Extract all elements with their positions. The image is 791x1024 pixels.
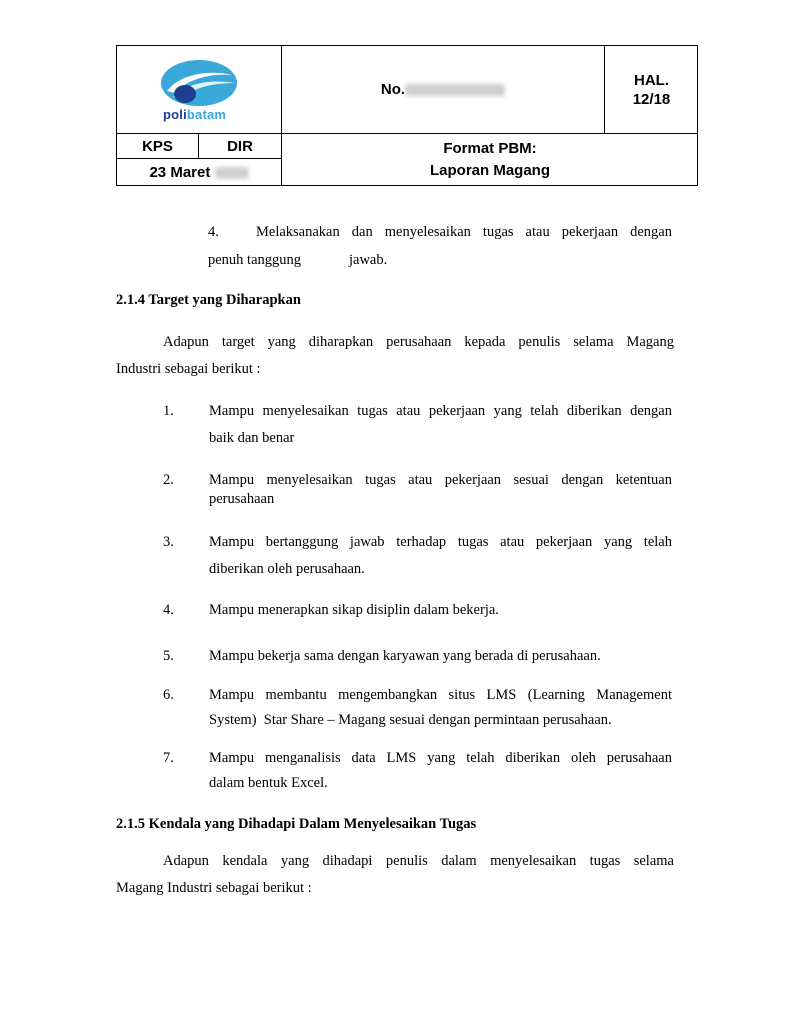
paragraph-line: Industri sebagai berikut : xyxy=(116,361,261,377)
dir-label: DIR xyxy=(227,137,253,155)
list-item-line: Mampu menerapkan sikap disiplin dalam bekerja. xyxy=(209,602,499,618)
list-item-number: 7. xyxy=(163,750,174,766)
date-text: 23 Maret xyxy=(149,164,211,181)
logo-text-secondary: batam xyxy=(186,106,227,122)
list-item-number: 5. xyxy=(163,648,174,664)
list-item-number: 4. xyxy=(163,602,174,618)
date-cell xyxy=(117,159,281,186)
page-value: 12/18 xyxy=(632,90,671,108)
logo-emblem-icon xyxy=(153,57,245,109)
list-item-line: System) Star Share – Magang sesuai dengan permintaan perusahaan. xyxy=(209,712,612,728)
kps-cell xyxy=(117,134,198,158)
logo-cell xyxy=(117,46,281,133)
intro-item-line2a: penuh tanggung xyxy=(208,252,302,268)
list-item-number: 3. xyxy=(163,534,174,550)
list-item-line: baik dan benar xyxy=(209,430,295,446)
dir-cell xyxy=(199,134,281,158)
list-item-line: Mampu bekerja sama dengan karyawan yang berada di perusahaan. xyxy=(209,648,601,664)
section-heading: 2.1.5 Kendala yang Dihadapi Dalam Menyelesaikan Tugas xyxy=(116,816,477,832)
format-subtitle: Laporan Magang xyxy=(429,162,550,179)
page-label: HAL. xyxy=(634,71,669,89)
page-number-cell xyxy=(605,46,698,133)
list-item-line: Mampu menyelesaikan tugas atau pekerjaan yang telah diberikan dengan xyxy=(209,403,672,419)
kps-label: KPS xyxy=(142,137,173,155)
intro-item-line2b: jawab. xyxy=(349,252,388,268)
list-item-number: 6. xyxy=(163,687,174,703)
logo-text-primary: poli xyxy=(163,106,187,122)
paragraph-line: Adapun kendala yang dihadapi penulis dalam menyelesaikan tugas selama xyxy=(163,853,674,869)
polibatam-logo xyxy=(153,57,245,123)
list-item-line: perusahaan xyxy=(209,491,275,507)
section-heading: 2.1.4 Target yang Diharapkan xyxy=(116,292,301,308)
document-number-label: No. xyxy=(380,81,406,98)
paragraph-line: Magang Industri sebagai berikut : xyxy=(116,880,312,896)
list-item-line: dalam bentuk Excel. xyxy=(209,775,328,791)
intro-item-line1: Melaksanakan dan menyelesaikan tugas atau pekerjaan dengan xyxy=(256,224,672,240)
list-item-line: diberikan oleh perusahaan. xyxy=(209,561,365,577)
logo-wordmark xyxy=(163,107,226,122)
list-item-line: Mampu membantu mengembangkan situs LMS (Learning Management xyxy=(209,687,672,703)
redacted-document-number xyxy=(405,84,505,96)
list-item-line: Mampu bertanggung jawab terhadap tugas atau pekerjaan yang telah xyxy=(209,534,672,550)
paragraph-line: Adapun target yang diharapkan perusahaan kepada penulis selama Magang xyxy=(163,334,674,350)
redacted-year xyxy=(215,167,249,179)
intro-item-number: 4. xyxy=(208,224,219,240)
document-number-cell xyxy=(282,46,604,133)
format-cell xyxy=(282,134,698,186)
document-header-table xyxy=(116,45,698,186)
list-item-line: Mampu menganalisis data LMS yang telah diberikan oleh perusahaan xyxy=(209,750,672,766)
list-item-number: 2. xyxy=(163,472,174,488)
list-item-number: 1. xyxy=(163,403,174,419)
format-title: Format PBM: xyxy=(443,140,537,157)
list-item-line: Mampu menyelesaikan tugas atau pekerjaan sesuai dengan ketentuan xyxy=(209,472,672,488)
